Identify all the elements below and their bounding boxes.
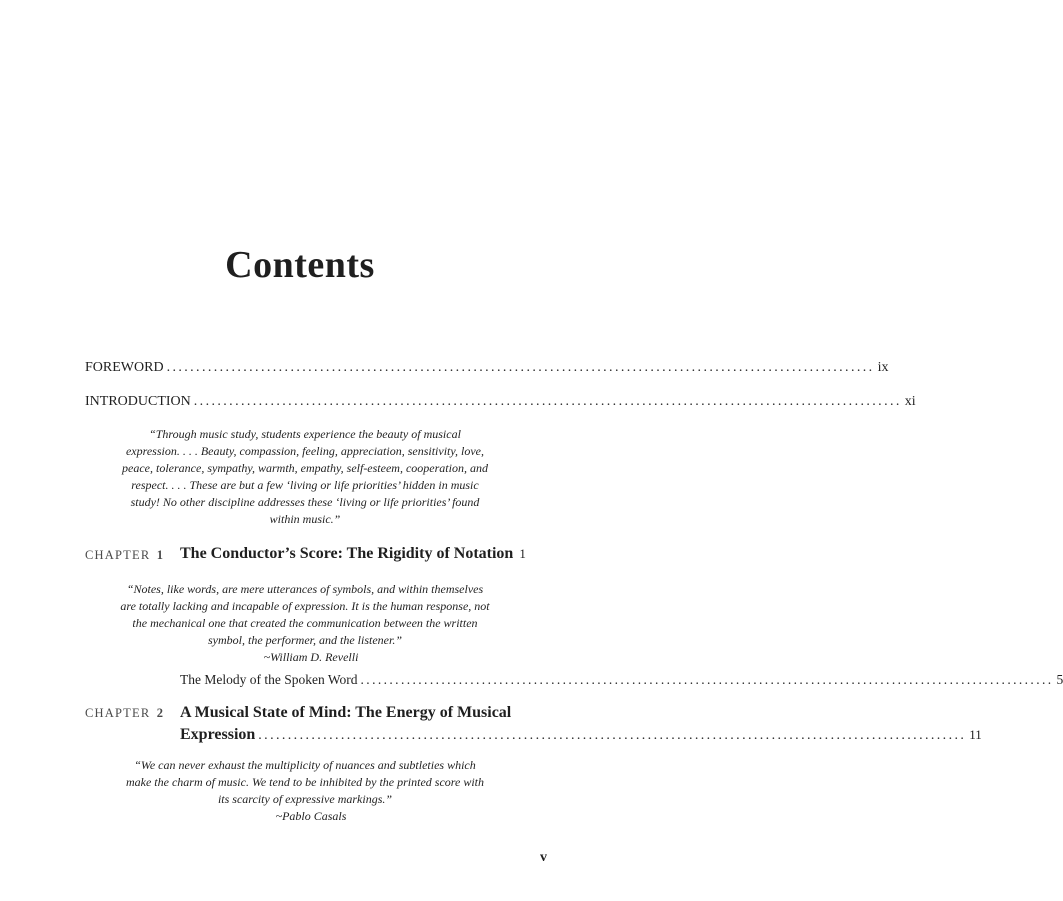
subsection-title: The Melody of the Spoken Word xyxy=(180,672,358,687)
chapter-word: CHAPTER xyxy=(85,548,151,562)
chapter-2-quote xyxy=(115,757,495,808)
chapter-number: 1 xyxy=(156,548,165,562)
chapter-2-label xyxy=(85,706,164,721)
dot-leader: ........................................................................................................................ xyxy=(193,394,902,409)
chapter-number: 2 xyxy=(156,706,165,720)
quote-line: peace, tolerance, sympathy, warmth, empathy, self-esteem, cooperation, and xyxy=(122,461,488,475)
page-number: 11 xyxy=(969,727,982,742)
chapter-title-line-1: A Musical State of Mind: The Energy of Musical xyxy=(180,704,512,721)
quote-line: “Notes, like words, are mere utterances of symbols, and within themselves xyxy=(126,582,484,596)
quote-line: expression. . . . Beauty, compassion, feeling, appreciation, sensitivity, love, xyxy=(125,444,485,458)
dot-leader: ........................................................................................................................ xyxy=(258,728,967,743)
page-folio: v xyxy=(540,850,547,865)
chapter-1-quote xyxy=(115,581,495,649)
quote-line: “Through music study, students experience the beauty of musical xyxy=(149,427,461,441)
quote-line: symbol, the performer, and the listener.” xyxy=(208,633,402,647)
dot-leader: ........................................................................................................................ xyxy=(166,360,875,375)
quote-line: its scarcity of expressive markings.” xyxy=(217,792,393,806)
introduction-quote xyxy=(115,426,495,528)
toc-entry-foreword[interactable] xyxy=(85,360,889,376)
toc-entry-label: FOREWORD xyxy=(85,360,164,375)
quote-line: within music.” xyxy=(269,512,341,526)
chapter-title: The Conductor’s Score: The Rigidity of Notation xyxy=(180,545,514,562)
page-number: ix xyxy=(877,360,889,375)
dot-leader: ........................................................................................................................ xyxy=(360,672,1054,687)
chapter-title-line-2: Expression xyxy=(180,726,256,743)
quote-line: study! No other discipline addresses these ‘living or life priorities’ found xyxy=(130,495,480,509)
toc-entry-chapter-2[interactable] xyxy=(180,702,982,747)
page-number: xi xyxy=(904,394,916,409)
toc-entry-chapter-1[interactable] xyxy=(180,545,525,563)
page-number: 5 xyxy=(1056,672,1063,687)
chapter-1-attribution: ~William D. Revelli xyxy=(263,650,359,664)
quote-line: the mechanical one that created the communication between the written xyxy=(132,616,478,630)
toc-entry-introduction[interactable] xyxy=(85,394,916,410)
chapter-2-attribution: ~Pablo Casals xyxy=(275,809,347,823)
quote-line: make the charm of music. We tend to be inhibited by the printed score with xyxy=(125,775,485,789)
quote-line: are totally lacking and incapable of expression. It is the human response, not xyxy=(120,599,490,613)
chapter-word: CHAPTER xyxy=(85,706,151,720)
chapter-1-label xyxy=(85,548,164,563)
quote-line: respect. . . . These are but a few ‘living or life priorities’ hidden in music xyxy=(131,478,479,492)
page-number: 1 xyxy=(519,546,526,561)
page-title: Contents xyxy=(225,244,375,286)
quote-line: “We can never exhaust the multiplicity of nuances and subtleties which xyxy=(134,758,476,772)
toc-entry-melody-of-spoken-word[interactable] xyxy=(180,672,1063,688)
toc-entry-label: INTRODUCTION xyxy=(85,394,191,409)
